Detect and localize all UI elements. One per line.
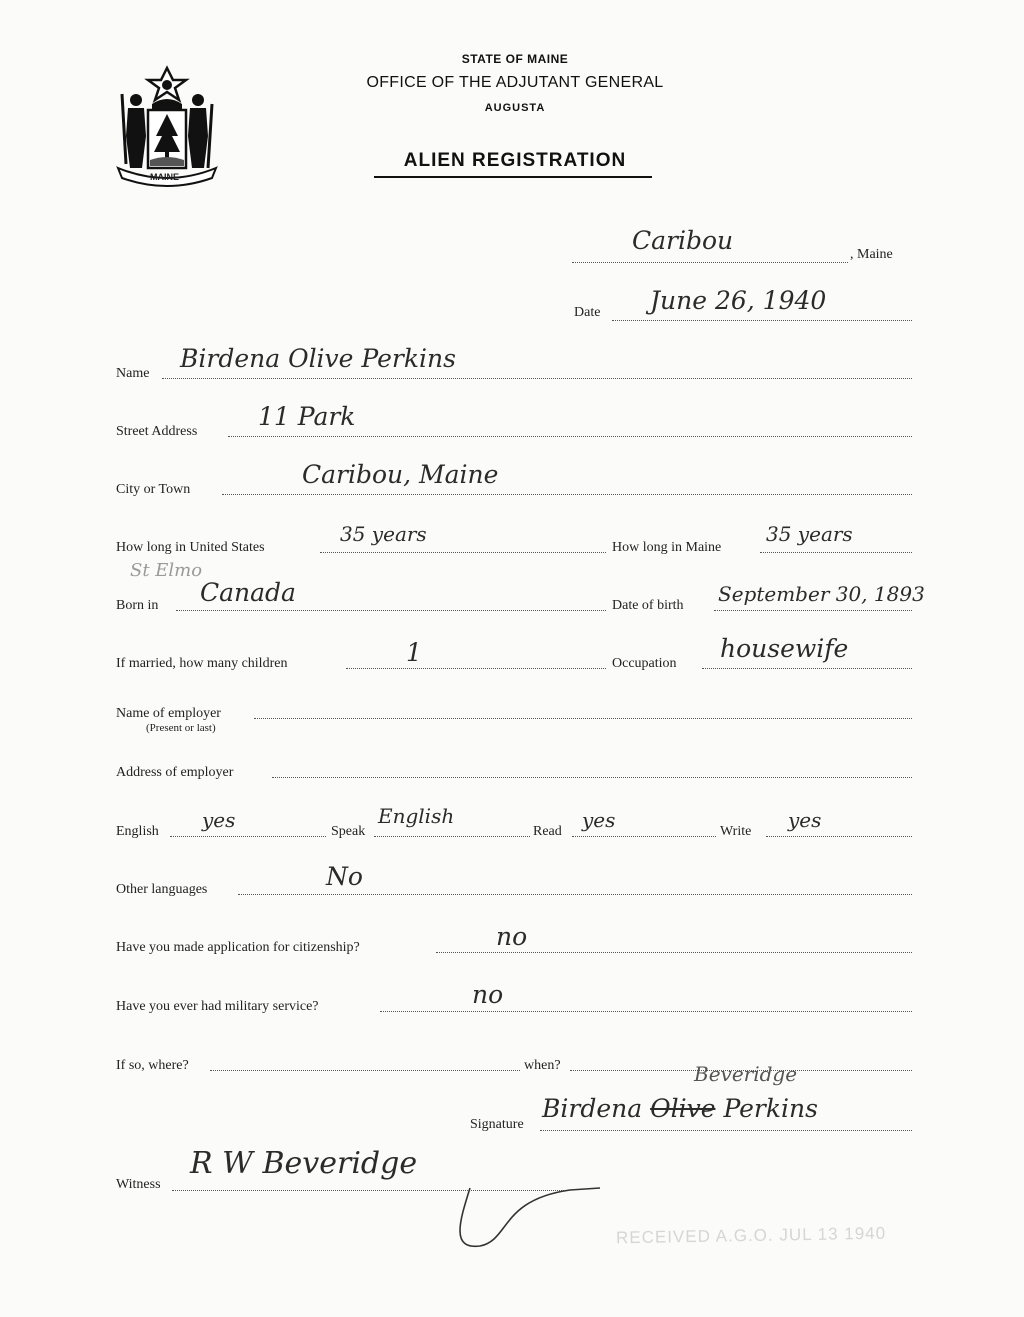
military-line — [380, 1011, 912, 1012]
occupation-label: Occupation — [612, 656, 677, 671]
speak-value: English — [378, 804, 455, 828]
header-city: AUGUSTA — [484, 102, 546, 114]
children-value: 1 — [406, 638, 422, 667]
read-value: yes — [582, 808, 616, 832]
place-suffix-label: , Maine — [850, 247, 893, 262]
city-line — [222, 494, 912, 495]
born-in-value: Canada — [200, 578, 296, 607]
place-line — [572, 262, 848, 263]
signature-note: Beveridge — [694, 1062, 798, 1086]
place-value: Caribou — [632, 226, 734, 255]
english-label: English — [116, 824, 159, 839]
signature-last-name: Perkins — [723, 1094, 818, 1123]
maine-state-seal-icon — [112, 64, 222, 188]
name-label: Name — [116, 366, 150, 381]
witness-value: R W Beveridge — [190, 1146, 418, 1181]
date-line — [612, 320, 912, 321]
english-line — [170, 836, 326, 837]
employer-line — [254, 718, 912, 719]
date-of-birth-label: Date of birth — [612, 598, 684, 613]
how-long-maine-label: How long in Maine — [612, 540, 722, 555]
write-line — [766, 836, 912, 837]
children-label: If married, how many children — [116, 656, 288, 671]
occupation-line — [702, 668, 912, 669]
other-languages-label: Other languages — [116, 882, 208, 897]
if-so-where-line — [210, 1070, 520, 1071]
signature-first-name: Birdena — [542, 1094, 643, 1123]
street-label: Street Address — [116, 424, 198, 439]
employer-note: (Present or last) — [146, 722, 216, 734]
date-of-birth-line — [714, 610, 912, 611]
form-title: ALIEN REGISTRATION — [403, 150, 627, 171]
citizenship-value: no — [496, 922, 528, 951]
seal-banner-text: MAINE — [150, 172, 179, 182]
date-label: Date — [574, 305, 601, 320]
citizenship-label: Have you made application for citizenship? — [116, 940, 360, 955]
speak-line — [374, 836, 530, 837]
received-stamp: RECEIVED A.G.O. JUL 13 1940 — [615, 1223, 887, 1248]
how-long-us-label: How long in United States — [116, 540, 265, 555]
how-long-maine-value: 35 years — [766, 522, 853, 546]
read-line — [572, 836, 716, 837]
date-of-birth-value: September 30, 1893 — [718, 582, 925, 606]
other-languages-line — [238, 894, 912, 895]
when-label: when? — [524, 1058, 561, 1073]
children-line — [346, 668, 606, 669]
english-value: yes — [202, 808, 236, 832]
speak-label: Speak — [331, 824, 366, 839]
military-value: no — [472, 980, 504, 1009]
signature-struck-name: Olive — [650, 1094, 716, 1123]
title-underline — [374, 176, 652, 178]
occupation-value: housewife — [720, 634, 849, 663]
street-value: 11 Park — [258, 402, 356, 431]
witness-flourish — [450, 1180, 610, 1260]
employer-address-line — [272, 777, 912, 778]
city-label: City or Town — [116, 482, 191, 497]
signature-line — [540, 1130, 912, 1131]
military-label: Have you ever had military service? — [116, 999, 319, 1014]
name-line — [162, 378, 912, 379]
if-so-where-label: If so, where? — [116, 1058, 189, 1073]
city-value: Caribou, Maine — [302, 460, 499, 489]
street-line — [228, 436, 912, 437]
how-long-us-value: 35 years — [340, 522, 427, 546]
born-in-note: St Elmo — [130, 560, 203, 581]
how-long-us-line — [320, 552, 606, 553]
date-value: June 26, 1940 — [650, 286, 827, 315]
how-long-maine-line — [760, 552, 912, 553]
employer-label: Name of employer — [116, 706, 221, 721]
write-value: yes — [788, 808, 822, 832]
witness-label: Witness — [116, 1177, 161, 1192]
read-label: Read — [533, 824, 562, 839]
signature-label: Signature — [470, 1117, 524, 1132]
name-value: Birdena Olive Perkins — [180, 344, 456, 373]
employer-address-label: Address of employer — [116, 765, 234, 780]
born-in-label: Born in — [116, 598, 159, 613]
born-in-line — [176, 610, 606, 611]
write-label: Write — [720, 824, 752, 839]
citizenship-line — [436, 952, 912, 953]
other-languages-value: No — [326, 862, 363, 891]
header-state: STATE OF MAINE — [461, 52, 569, 66]
header-office: OFFICE OF THE ADJUTANT GENERAL — [366, 74, 664, 91]
signature-value — [542, 1094, 818, 1123]
